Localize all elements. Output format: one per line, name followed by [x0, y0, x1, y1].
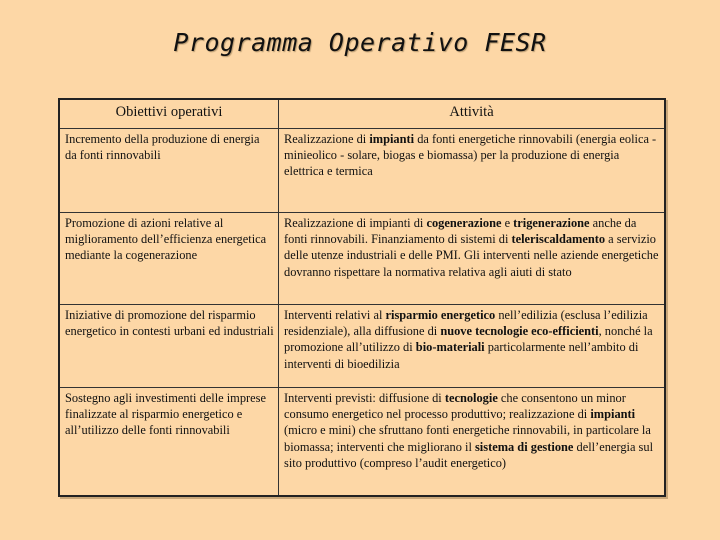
slide-title: Programma Operativo FESR	[173, 28, 547, 57]
activity-cell	[279, 388, 666, 496]
activity-text: a servizio delle utenze industriali e delle PMI. Gli interventi nelle aziende energetiche dovranno rispettare la normativa relativa agli aiuti di stato	[284, 232, 659, 279]
activity-text: , nonché la promozione all’utilizzo di	[284, 324, 653, 355]
activity-text: anche da fonti rinnovabili. Finanziamento di sistemi di	[284, 216, 637, 247]
activity-text: Realizzazione di	[284, 132, 370, 146]
table-row	[59, 129, 665, 213]
objective-cell: Iniziative di promozione del risparmio energetico in contesti urbani ed industriali	[59, 305, 279, 388]
activity-cell	[279, 305, 666, 388]
activity-keyword: teleriscaldamento	[511, 232, 606, 247]
activity-keyword: risparmio energetico	[385, 308, 496, 322]
activity-text: dell’energia sul sito produttivo (compreso l’audit energetico)	[284, 439, 654, 470]
activity-text: Interventi relativi al	[284, 308, 386, 322]
activity-keyword: impianti	[590, 407, 636, 422]
activity-keyword: bio-materiali	[415, 340, 485, 355]
header-objectives: Obiettivi operativi	[59, 99, 279, 129]
table-row	[59, 305, 665, 388]
activity-keyword: impianti	[369, 132, 415, 146]
table-row	[59, 213, 665, 305]
activity-text: che consentono un minor consumo energetico nel processo produttivo; realizzazione di	[284, 391, 626, 422]
objective-cell: Promozione di azioni relative al miglioramento dell’efficienza energetica mediante la cogenerazione	[59, 213, 279, 305]
table-row	[59, 388, 665, 496]
activity-text: (micro e mini) che sfruttano fonti energetiche rinnovabili, in particolare la biomassa; interventi che migliorano il	[284, 423, 651, 454]
activity-text: particolarmente nell’ambito di interventi di bioedilizia	[284, 340, 639, 371]
activity-text: Realizzazione di impianti di	[284, 216, 427, 230]
objective-cell: Sostegno agli investimenti delle imprese finalizzate al risparmio energetico e all’utilizzo delle fonti rinnovabili	[59, 388, 279, 496]
objectives-table	[58, 98, 666, 497]
activity-text: nell’edilizia (esclusa l’edilizia residenziale), alla diffusione di	[284, 308, 648, 339]
activity-cell	[279, 213, 666, 305]
activity-keyword: nuove tecnologie eco-efficienti	[440, 324, 599, 339]
activity-keyword: tecnologie	[444, 391, 498, 405]
objective-cell: Incremento della produzione di energia da fonti rinnovabili	[59, 129, 279, 213]
activity-text: da fonti energetiche rinnovabili (energia eolica - minieolico - solare, biogas e biomassa) per la produzione di energia elettrica e termica	[284, 132, 657, 179]
activity-keyword: sistema di gestione	[474, 439, 574, 454]
header-activities: Attività	[279, 99, 666, 129]
activity-keyword: trigenerazione	[513, 216, 590, 230]
activity-cell	[279, 129, 666, 213]
activity-text: e	[501, 216, 514, 230]
activity-text: Interventi previsti: diffusione di	[284, 391, 445, 405]
table-header-row	[59, 99, 665, 129]
activity-keyword: cogenerazione	[426, 216, 502, 230]
